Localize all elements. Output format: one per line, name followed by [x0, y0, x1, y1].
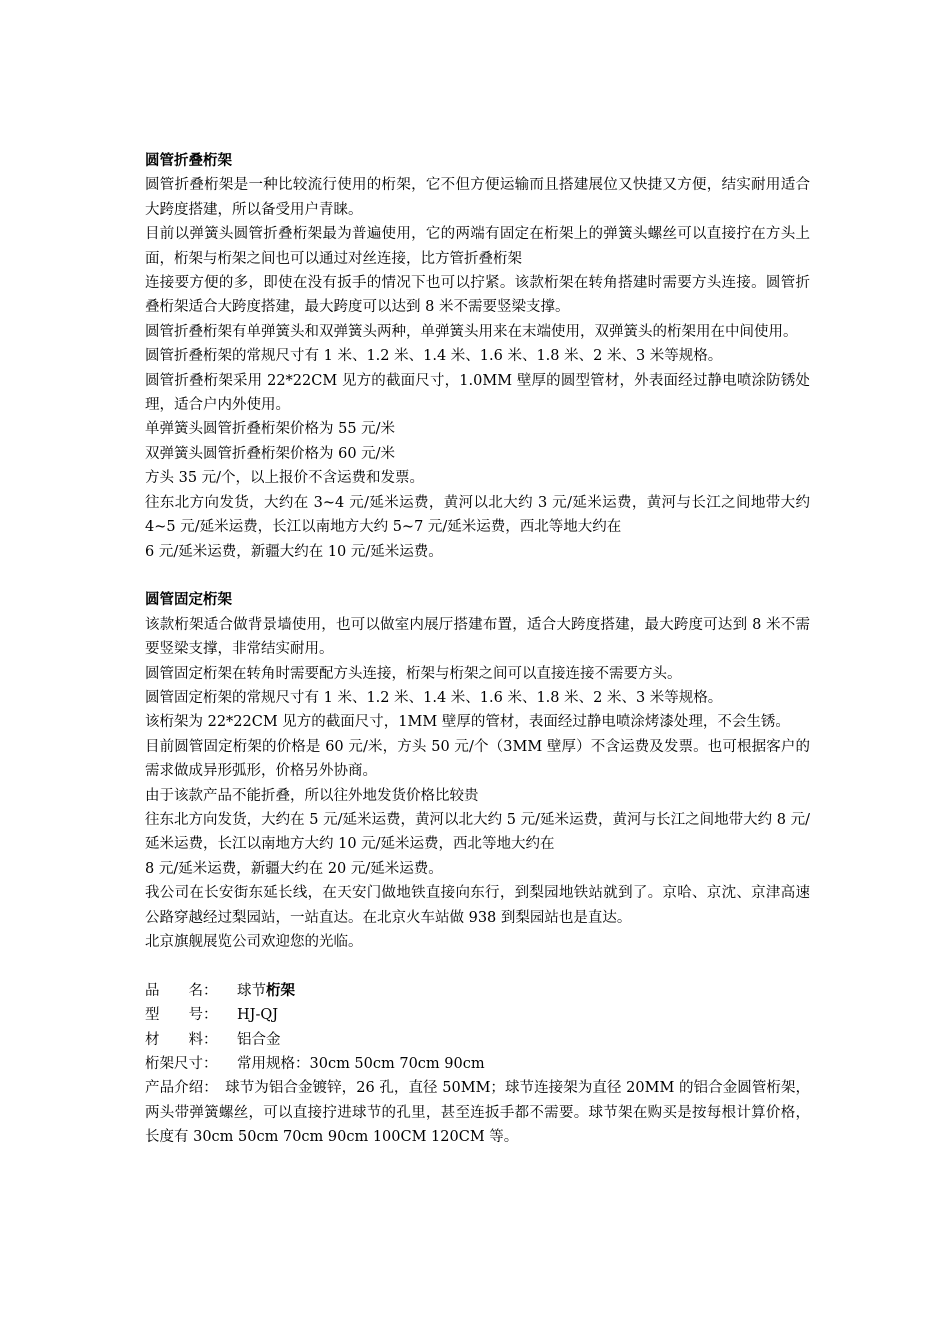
- paragraph: 圆管折叠桁架有单弹簧头和双弹簧头两种，单弹簧头用来在末端使用，双弹簧头的桁架用在中间使用。: [145, 323, 798, 340]
- spec-value: 常用规格：30cm 50cm 70cm 90cm: [237, 1056, 485, 1072]
- paragraph: 我公司在长安街东延长线，在天安门做地铁直接向东行，到梨园地铁站就到了。京哈、京沈、京津高速公路穿越经过梨园站，一站直达。在北京火车站做 938 到梨园站也是直达。: [145, 885, 810, 926]
- section1-body: [145, 173, 810, 564]
- paragraph: 北京旗舰展览公司欢迎您的光临。: [145, 933, 363, 950]
- spec-row-size: [145, 1052, 810, 1076]
- spec-value-part: 球节: [237, 982, 266, 999]
- paragraph: 该款桁架适合做背景墙使用，也可以做室内展厅搭建布置，适合大跨度搭建，最大跨度可达到 8 米不需要竖梁支撑，非常结实耐用。: [145, 616, 810, 658]
- paragraph: 目前以弹簧头圆管折叠桁架最为普遍使用，它的两端有固定在桁架上的弹簧头螺丝可以直接拧在方头上面，桁架与桁架之间也可以通过对丝连接，比方管折叠桁架: [145, 226, 810, 267]
- paragraph: 方头 35 元/个，以上报价不含运费和发票。: [145, 470, 425, 487]
- paragraph: 圆管固定桁架在转角时需要配方头连接，桁架与桁架之间可以直接连接不需要方头。: [145, 665, 682, 682]
- paragraph: 圆管折叠桁架的常规尺寸有 1 米、1.2 米、1.4 米、1.6 米、1.8 米、2 米、3 米等规格。: [145, 348, 723, 365]
- document-page: [145, 149, 810, 1150]
- spec-row-material: [145, 1028, 810, 1052]
- spec-row-name: [145, 979, 810, 1003]
- section2-title: 圆管固定桁架: [145, 592, 232, 609]
- spec-value: [237, 979, 295, 1003]
- paragraph: 往东北方向发货，大约在 5 元/延米运费，黄河以北大约 5 元/延米运费，黄河与长江之间地带大约 8 元/延米运费，长江以南地方大约 10 元/延米运费，西北等地大约在: [145, 811, 810, 853]
- spec-list: [145, 979, 810, 1150]
- spec-value-bold: 桁架: [266, 982, 295, 999]
- paragraph: 圆管折叠桁架是一种比较流行使用的桁架，它不但方便运输而且搭建展位又快捷又方便，结实耐用适合大跨度搭建，所以备受用户青睐。: [145, 177, 810, 218]
- spec-label: 品 名：: [145, 982, 218, 999]
- spec-row-intro: [145, 1076, 810, 1149]
- spec-value: 球节为铝合金镀锌，26 孔，直径 50MM；球节连接架为直径 20MM 的铝合金圆管桁架，两头带弹簧螺丝，可以直接拧进球节的孔里，甚至连扳手都不需要。球节架在购买是按每根计算价格，长度有 30cm 50cm 70cm 90cm 100CM 120CM 等。: [145, 1080, 811, 1146]
- spacer: [145, 954, 810, 978]
- paragraph: 6 元/延米运费，新疆大约在 10 元/延米运费。: [145, 543, 443, 560]
- paragraph: 8 元/延米运费，新疆大约在 20 元/延米运费。: [145, 860, 443, 877]
- paragraph: 目前圆管固定桁架的价格是 60 元/米，方头 50 元/个（3MM 壁厚）不含运费及发票。也可根据客户的需求做成异形弧形，价格另外协商。: [145, 738, 810, 780]
- spec-value: HJ-QJ: [237, 1007, 279, 1024]
- paragraph: 由于该款产品不能折叠，所以往外地发货价格比较贵: [145, 787, 479, 804]
- paragraph: 连接要方便的多，即使在没有扳手的情况下也可以拧紧。该款桁架在转角搭建时需要方头连接。圆管折叠桁架适合大跨度搭建，最大跨度可以达到 8 米不需要竖梁支撑。: [145, 275, 810, 316]
- spec-label: 产品介绍：: [145, 1080, 211, 1097]
- spacer: [145, 564, 810, 588]
- paragraph: 圆管折叠桁架采用 22*22CM 见方的截面尺寸，1.0MM 壁厚的圆型管材，外表面经过静电喷涂防锈处理，适合户内外使用。: [145, 372, 810, 414]
- paragraph: 圆管固定桁架的常规尺寸有 1 米、1.2 米、1.4 米、1.6 米、1.8 米、2 米、3 米等规格。: [145, 689, 723, 706]
- spec-row-model: [145, 1003, 810, 1027]
- spec-value: 铝合金: [237, 1031, 281, 1048]
- section1-title: 圆管折叠桁架: [145, 153, 232, 169]
- section2-body: [145, 613, 810, 955]
- paragraph: 该桁架为 22*22CM 见方的截面尺寸，1MM 壁厚的管材，表面经过静电喷涂烤漆处理，不会生锈。: [145, 714, 790, 731]
- paragraph: 往东北方向发货，大约在 3~4 元/延米运费，黄河以北大约 3 元/延米运费，黄河与长江之间地带大约 4~5 元/延米运费，长江以南地方大约 5~7 元/延米运费，西北等地大约在: [145, 494, 810, 536]
- paragraph: 双弹簧头圆管折叠桁架价格为 60 元/米: [145, 445, 396, 462]
- spec-label: 桁架尺寸：: [145, 1056, 218, 1072]
- spec-label: 材 料：: [145, 1031, 218, 1048]
- paragraph: 单弹簧头圆管折叠桁架价格为 55 元/米: [145, 421, 396, 438]
- spec-label: 型 号：: [145, 1007, 218, 1024]
